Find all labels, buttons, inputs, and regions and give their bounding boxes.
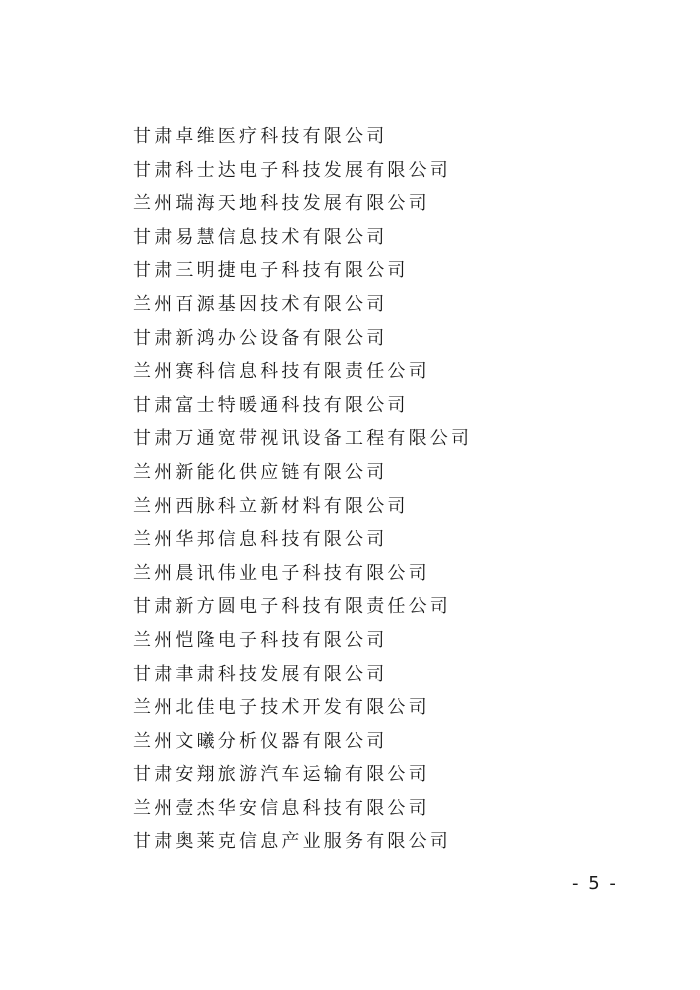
list-item: 甘肃奥莱克信息产业服务有限公司 [133, 831, 451, 853]
list-item: 兰州恺隆电子科技有限公司 [133, 629, 388, 651]
list-item: 兰州北佳电子技术开发有限公司 [133, 697, 430, 719]
list-item: 甘肃科士达电子科技发展有限公司 [133, 159, 451, 181]
company-list [133, 120, 472, 859]
list-item: 兰州华邦信息科技有限公司 [133, 529, 388, 551]
list-item: 兰州晨讯伟业电子科技有限公司 [133, 562, 430, 584]
list-item: 甘肃万通宽带视讯设备工程有限公司 [133, 428, 473, 450]
list-item: 兰州西脉科立新材料有限公司 [133, 495, 409, 517]
list-item: 甘肃富士特暖通科技有限公司 [133, 394, 409, 416]
list-item: 甘肃新方圆电子科技有限责任公司 [133, 596, 451, 618]
list-item: 甘肃三明捷电子科技有限公司 [133, 260, 409, 282]
list-item: 兰州新能化供应链有限公司 [133, 461, 388, 483]
list-item: 甘肃安翔旅游汽车运输有限公司 [133, 764, 430, 786]
list-item: 甘肃聿肃科技发展有限公司 [133, 663, 388, 685]
list-item: 兰州文曦分析仪器有限公司 [133, 730, 388, 752]
list-item: 兰州百源基因技术有限公司 [133, 293, 388, 315]
list-item: 甘肃新鸿办公设备有限公司 [133, 327, 388, 349]
list-item: 甘肃卓维医疗科技有限公司 [133, 126, 388, 147]
list-item: 甘肃易慧信息技术有限公司 [133, 226, 388, 248]
list-item: 兰州赛科信息科技有限责任公司 [133, 361, 430, 383]
list-item: 兰州瑞海天地科技发展有限公司 [133, 193, 430, 215]
list-item: 兰州壹杰华安信息科技有限公司 [133, 797, 430, 819]
page-number: - 5 - [572, 873, 618, 894]
